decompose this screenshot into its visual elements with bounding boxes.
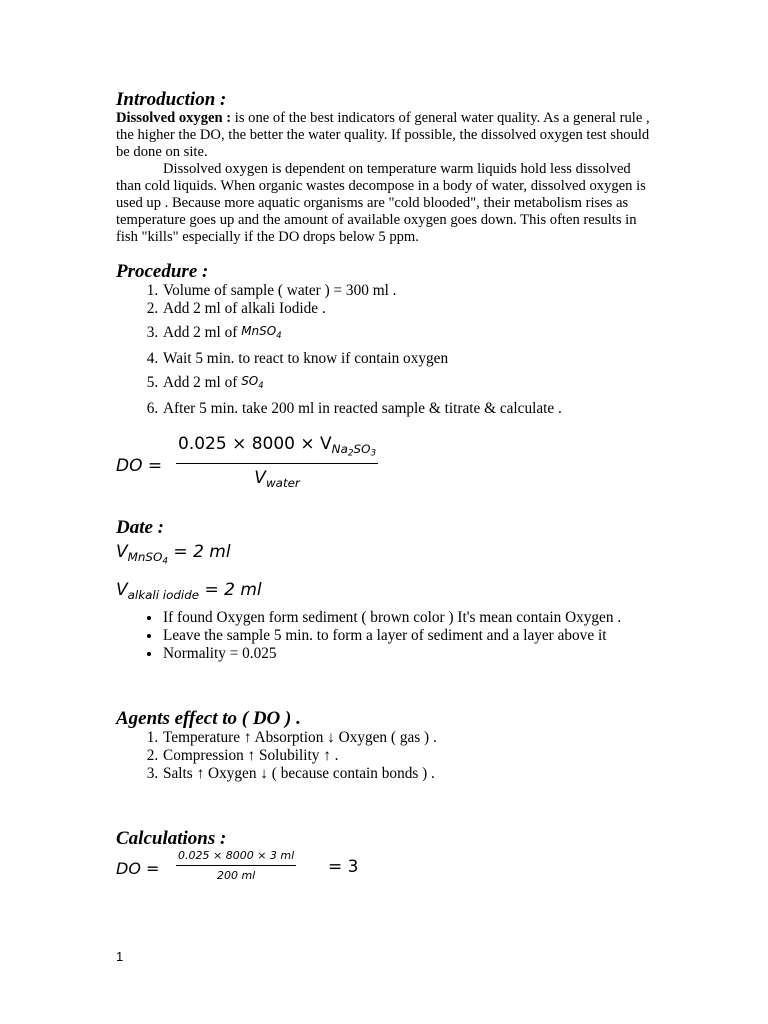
step-text: Add 2 ml of	[163, 373, 242, 391]
calc-denominator: 200 ml	[216, 868, 256, 882]
list-item: • If found Oxygen form sediment ( brown color ) It's mean contain Oxygen .	[162, 609, 656, 627]
document-page	[116, 88, 656, 891]
do-formula-numerator: $0.025 \times 8000 \times V_{Na_2SO_3}$	[176, 434, 378, 464]
calc-result: = 3	[328, 856, 359, 877]
date-bullets	[116, 609, 656, 663]
intro-paragraph-2: Dissolved oxygen is dependent on temperature warm liquids hold less dissolved than cold liquids. When organic wastes decompose in a body of water, dissolved oxygen is used up . Because more aquatic organisms are "cold blooded", their metabolism rises as temperature goes up and the amount of available oxygen goes down. This often results in fish "kills" especially if the DO drops below 5 ppm.	[116, 161, 646, 245]
intro-text: is one of the best indicators of general water quality. As a general rule , the higher the DO, the better the water quality. If possible, the dissolved oxygen test should be done on site.	[116, 110, 650, 160]
do-formula-lhs: DO =	[116, 455, 163, 476]
calc-fraction	[176, 849, 296, 882]
introduction-heading: Introduction :	[116, 89, 227, 110]
calculation-formula	[116, 848, 656, 891]
v-mnso4-equation: $V_{MnSO_4} = 2$ ml	[116, 541, 231, 567]
list-item: 2. Compression ↑ Solubility ↑ .	[162, 747, 656, 765]
intro-term: Dissolved oxygen :	[116, 110, 232, 126]
do-formula-denominator: $V_{water}$	[254, 467, 300, 490]
procedure-step: 6. After 5 min. take 200 ml in reacted sample & titrate & calculate .	[162, 400, 656, 418]
do-formula-fraction	[176, 434, 378, 490]
date-heading: Date :	[116, 516, 165, 538]
list-item: 1. Temperature ↑ Absorption ↓ Oxygen ( gas ) .	[162, 729, 656, 747]
agents-heading: Agents effect to ( DO ) .	[116, 707, 301, 729]
do-formula	[116, 434, 656, 498]
step-text: Add 2 ml of	[163, 324, 242, 341]
procedure-step: 2. Add 2 ml of alkali Iodide .	[162, 300, 656, 318]
so4-formula: $SO_4$	[241, 373, 264, 390]
procedure-step	[162, 372, 656, 394]
calculations-heading: Calculations :	[116, 827, 227, 849]
calc-numerator: 0.025 × 8000 × 3 ml	[176, 849, 296, 866]
page-number: 1	[116, 949, 124, 964]
list-item: • Leave the sample 5 min. to form a layer of sediment and a layer above it	[162, 627, 656, 645]
agents-list	[116, 729, 656, 783]
mnso4-formula: MnSO$_4$	[241, 324, 282, 340]
calc-lhs: DO =	[116, 858, 160, 878]
procedure-heading: Procedure :	[116, 261, 209, 282]
list-item: • Normality = 0.025	[162, 645, 656, 663]
list-item: 3. Salts ↑ Oxygen ↓ ( because contain bonds ) .	[162, 765, 656, 783]
procedure-step	[162, 322, 656, 344]
v-alkali-iodide-equation: $V_{alkali iodide} = 2$ ml	[116, 579, 262, 602]
intro-paragraph-1	[116, 110, 656, 161]
procedure-step: 1. Volume of sample ( water ) = 300 ml .	[162, 282, 656, 300]
procedure-step: 4. Wait 5 min. to react to know if contain oxygen	[162, 350, 656, 368]
procedure-list	[116, 282, 656, 418]
